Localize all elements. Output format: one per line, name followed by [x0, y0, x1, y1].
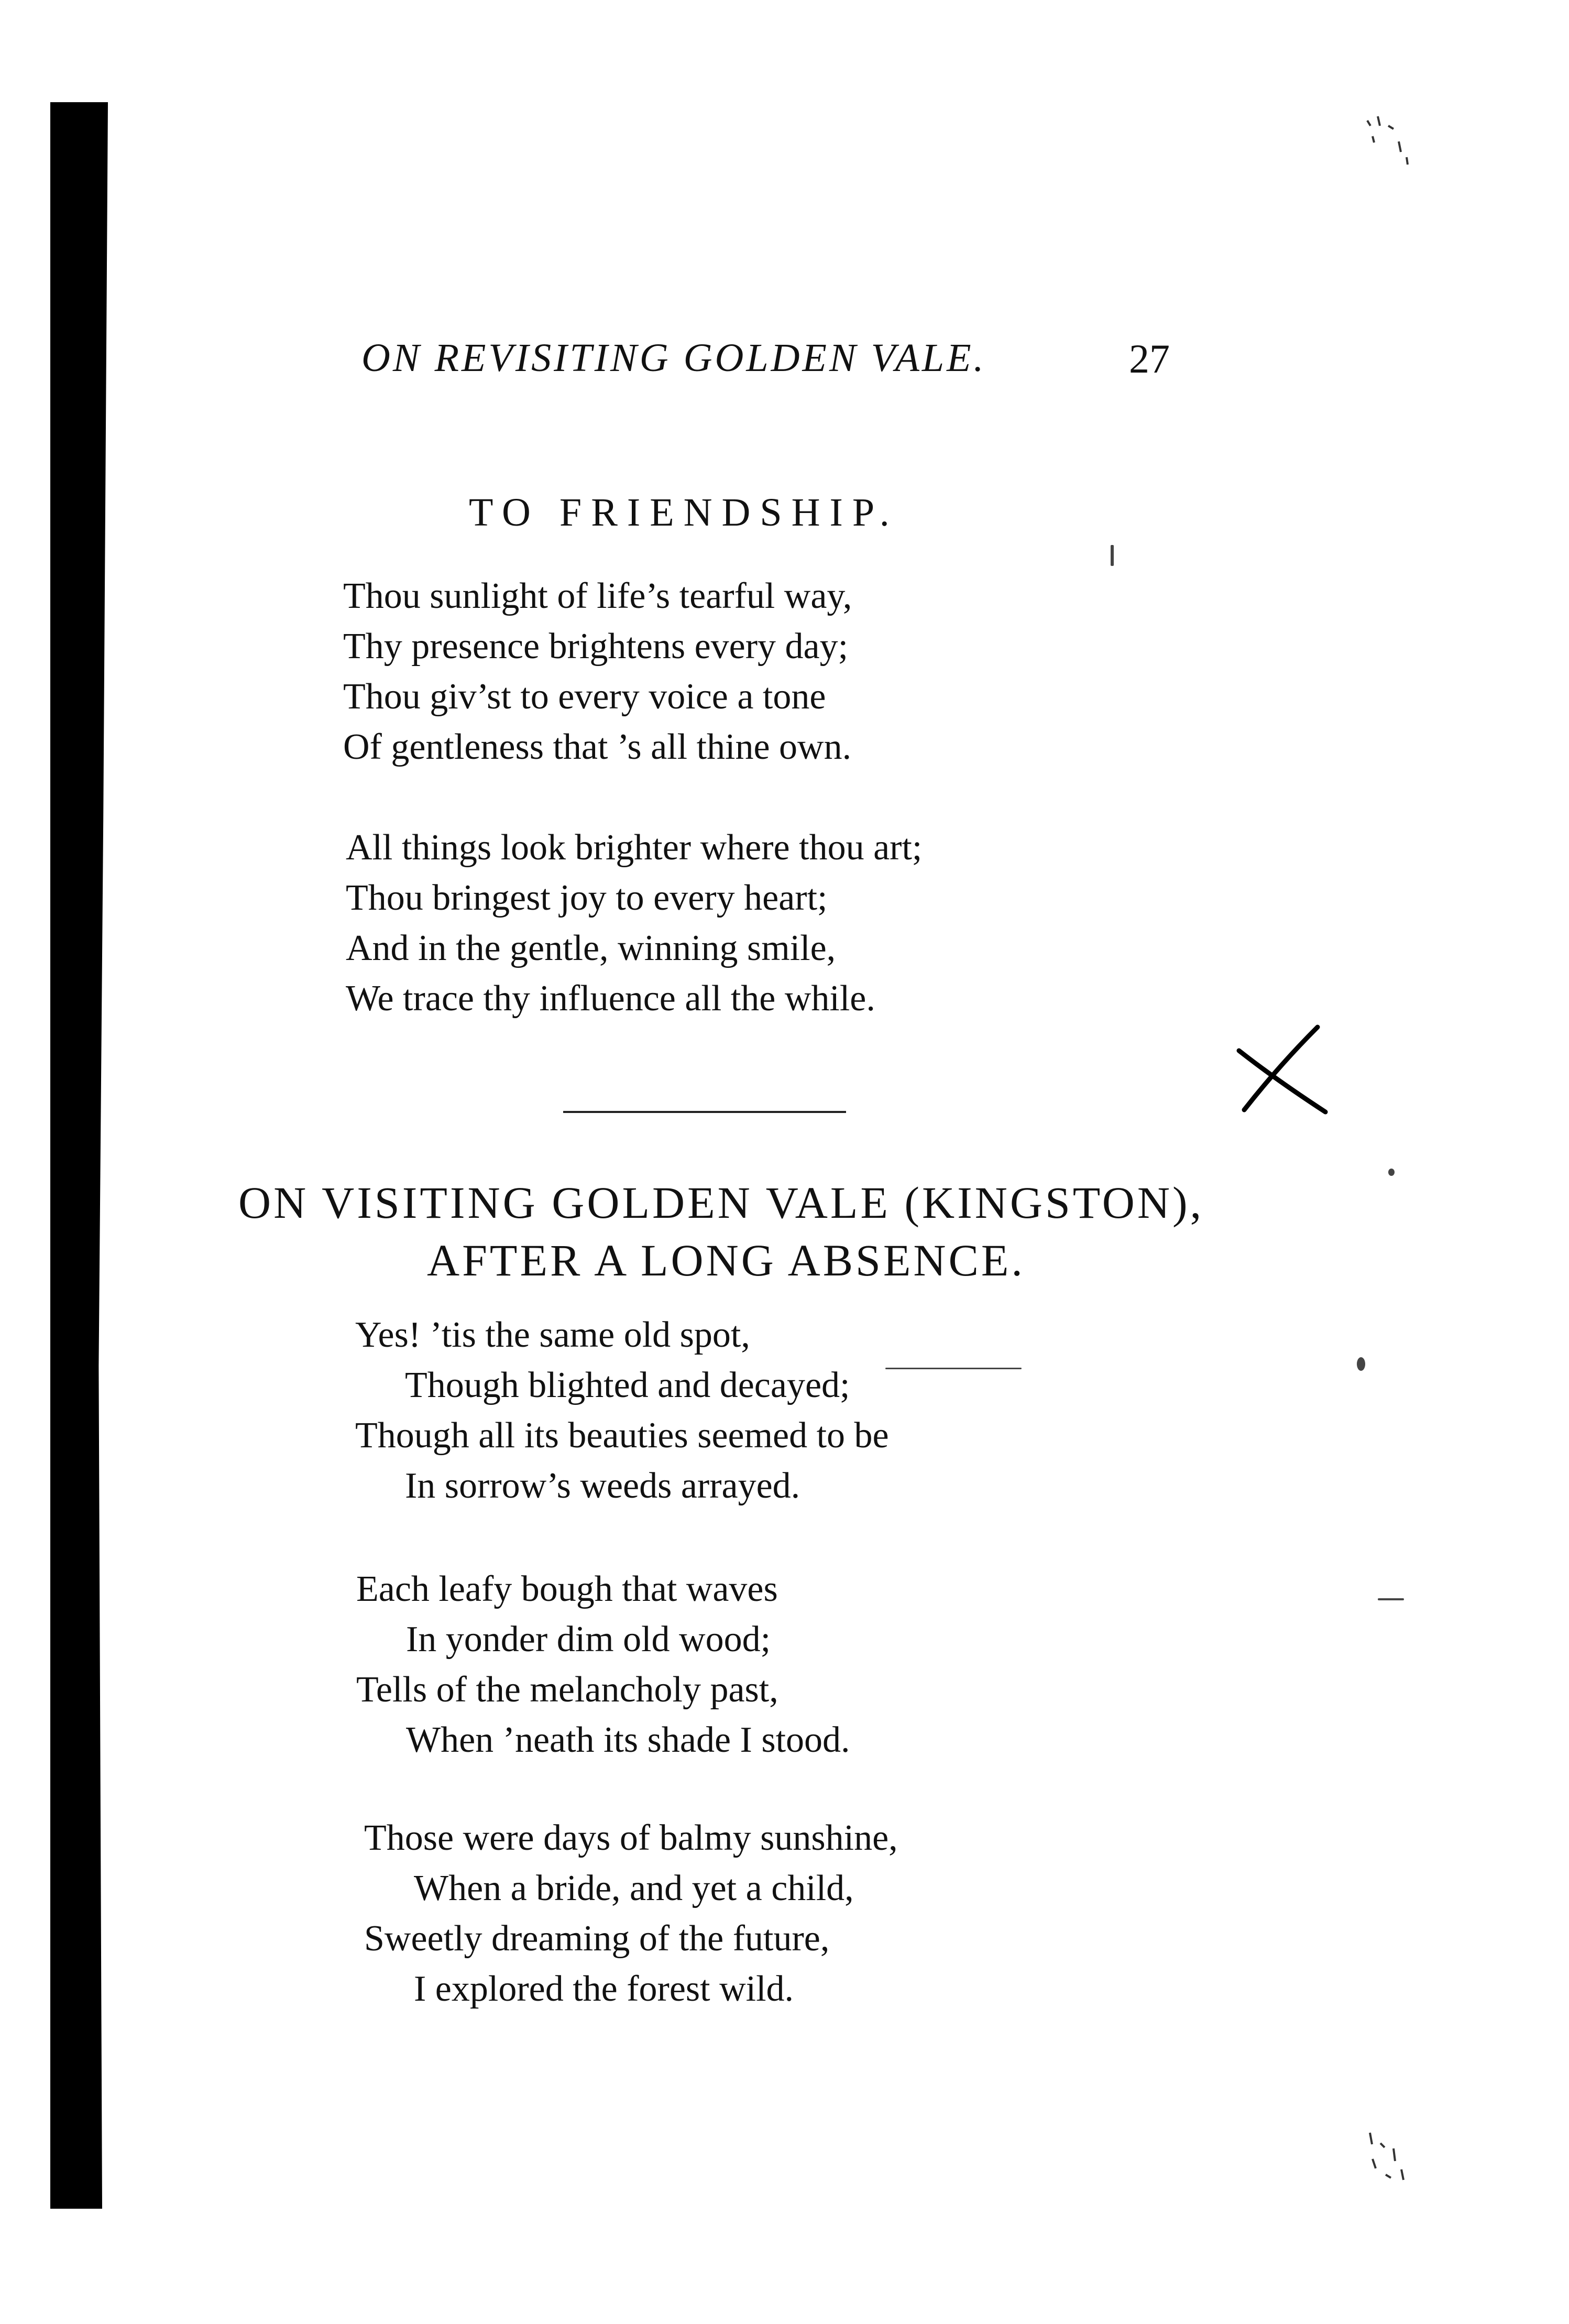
poem-title-to-friendship: TO FRIENDSHIP. [469, 490, 899, 534]
scan-noise-bottom-right [1357, 2127, 1430, 2196]
poem-1-stanza-2 [346, 823, 922, 1024]
verse-line: In yonder dim old wood; [406, 1619, 771, 1660]
verse-line: Yes! ’tis the same old spot, [355, 1315, 750, 1355]
binding-shadow [50, 102, 108, 2209]
section-divider-rule [563, 1111, 846, 1113]
poem-2-stanza-3 [364, 1813, 898, 2014]
page-number: 27 [1129, 336, 1170, 381]
verse-line: Though all its beauties seemed to be [355, 1415, 889, 1456]
verse-line: Tells of the melancholy past, [356, 1670, 778, 1710]
poem-title-line-1: ON VISITING GOLDEN VALE (KINGSTON), [238, 1177, 1204, 1228]
verse-line: We trace thy influence all the while. [346, 978, 875, 1019]
poem-1-stanza-1 [343, 571, 852, 772]
ink-speck [1357, 1357, 1365, 1371]
verse-line: All things look brighter where thou art; [346, 827, 923, 868]
poem-2-stanza-2 [356, 1564, 850, 1765]
verse-line: And in the gentle, winning smile, [346, 928, 836, 968]
verse-line: Thou bringest joy to every heart; [346, 878, 828, 918]
scan-noise-top-right [1357, 110, 1430, 178]
ink-speck [1378, 1598, 1404, 1600]
verse-line: Thy presence brightens every day; [343, 626, 849, 667]
verse-line: In sorrow’s weeds arrayed. [405, 1466, 800, 1506]
verse-line: When ’neath its shade I stood. [406, 1720, 850, 1760]
verse-line: Sweetly dreaming of the future, [364, 1918, 830, 1959]
verse-line: When a bride, and yet a child, [414, 1868, 854, 1908]
ink-speck [885, 1368, 1022, 1369]
verse-line: Thou giv’st to every voice a tone [343, 677, 826, 717]
running-head: ON REVISITING GOLDEN VALE. [361, 336, 986, 380]
verse-line: Thou sunlight of life’s tearful way, [343, 576, 852, 616]
ink-speck [1111, 545, 1114, 566]
poem-title-line-2: AFTER A LONG ABSENCE. [427, 1235, 1025, 1285]
verse-line: Those were days of balmy sunshine, [364, 1818, 898, 1858]
ink-speck [1388, 1169, 1395, 1176]
verse-line: Of gentleness that ’s all thine own. [343, 727, 852, 767]
poem-2-stanza-1 [355, 1310, 889, 1511]
verse-line: Each leafy bough that waves [356, 1569, 778, 1609]
verse-line: I explored the forest wild. [414, 1969, 794, 2009]
verse-line: Though blighted and decayed; [405, 1365, 850, 1405]
handwritten-cross-mark [1228, 1022, 1333, 1116]
